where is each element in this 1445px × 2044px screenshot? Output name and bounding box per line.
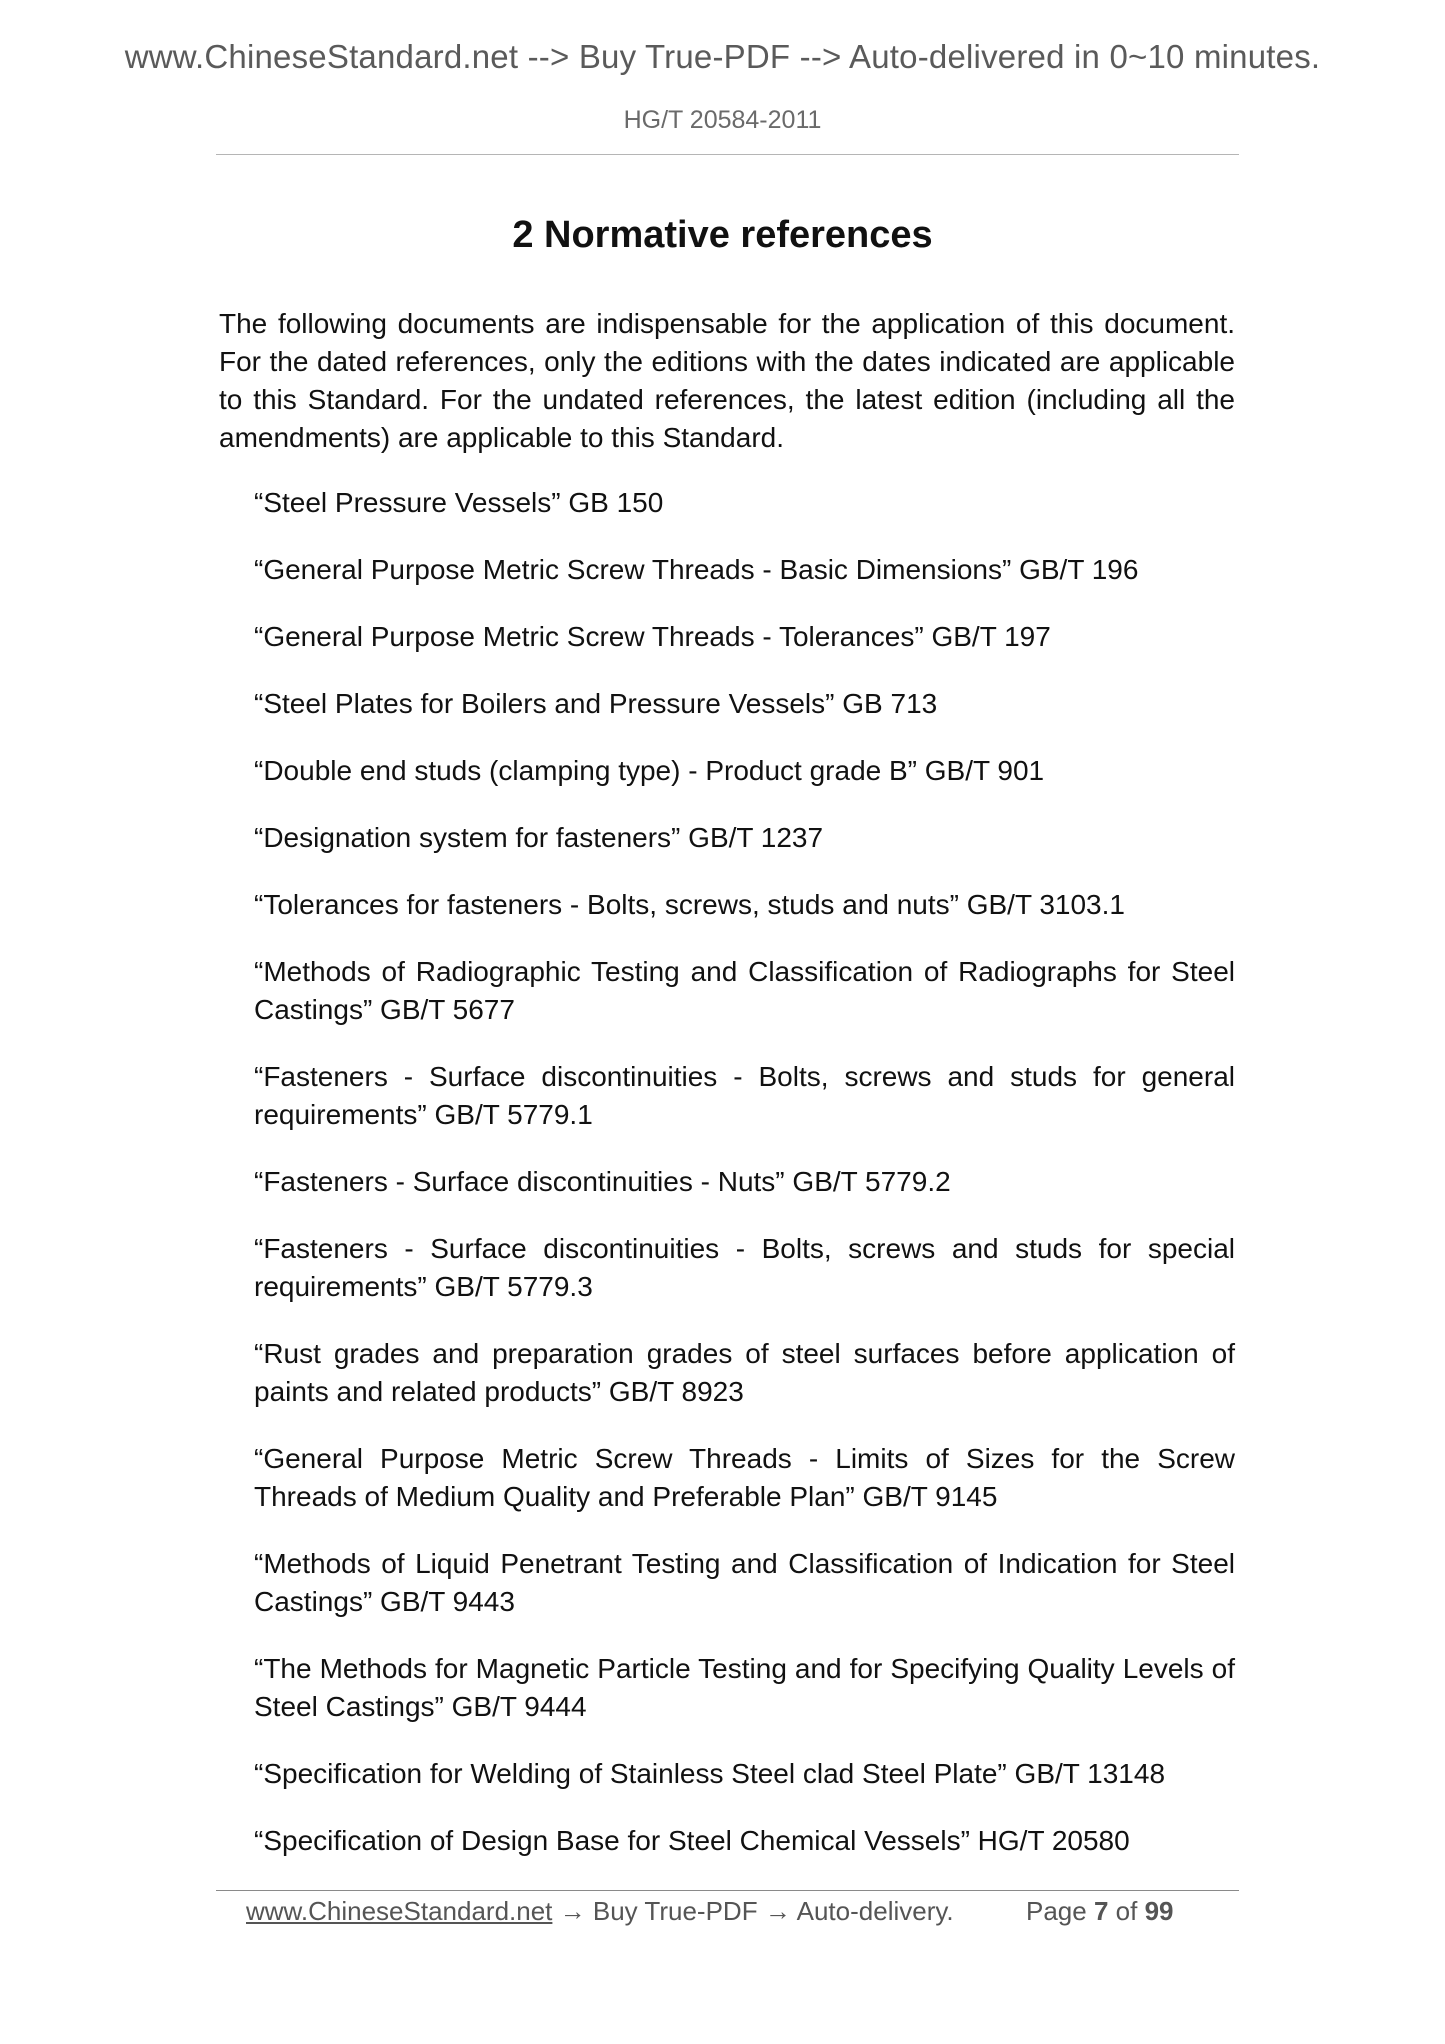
reference-item: “Rust grades and preparation grades of steel surfaces before application of paints and related products” GB/T 8923 — [254, 1338, 1235, 1407]
reference-item: “Methods of Liquid Penetrant Testing and Classification of Indication for Steel Castings” GB/T 9443 — [254, 1548, 1235, 1617]
reference-item: “General Purpose Metric Screw Threads - Tolerances” GB/T 197 — [254, 621, 1051, 652]
page-number — [1026, 1896, 1174, 1927]
intro-paragraph: The following documents are indispensable for the application of this document. For the dated references, only the editions with the dates indicated are applicable to this Standard. For the undated references, the latest edition (including all the amendments) are applicable to this Standard. — [219, 308, 1235, 453]
reference-item: “Designation system for fasteners” GB/T 1237 — [254, 822, 824, 853]
arrow-right-icon: → — [559, 1896, 586, 1926]
reference-item: “The Methods for Magnetic Particle Testing and for Specifying Quality Levels of Steel Castings” GB/T 9444 — [254, 1653, 1235, 1722]
reference-item: “Specification for Welding of Stainless Steel clad Steel Plate” GB/T 13148 — [254, 1758, 1166, 1789]
reference-item: “Specification of Design Base for Steel Chemical Vessels” HG/T 20580 — [254, 1825, 1130, 1856]
document-id: HG/T 20584-2011 — [623, 106, 822, 134]
reference-item: “Fasteners - Surface discontinuities - Bolts, screws and studs for general requirements” GB/T 5779.1 — [254, 1061, 1235, 1130]
footer-buy-text: Buy True-PDF — [592, 1896, 758, 1926]
site-banner: www.ChineseStandard.net --> Buy True-PDF --> Auto-delivered in 0~10 minutes. — [124, 38, 1321, 75]
reference-list — [254, 484, 1235, 1889]
current-page: 7 — [1093, 1896, 1109, 1926]
page-footer — [246, 1896, 1206, 1927]
page-label: Page — [1026, 1896, 1087, 1926]
reference-item: “Steel Pressure Vessels” GB 150 — [254, 487, 664, 518]
header-divider — [216, 154, 1239, 155]
reference-item: “General Purpose Metric Screw Threads - Basic Dimensions” GB/T 196 — [254, 554, 1139, 585]
footer-divider — [216, 1890, 1239, 1891]
reference-item: “General Purpose Metric Screw Threads - Limits of Sizes for the Screw Threads of Medium Quality and Preferable Plan” GB/T 9145 — [254, 1443, 1235, 1512]
of-label: of — [1115, 1896, 1138, 1926]
section-title: 2 Normative references — [512, 214, 933, 256]
reference-item: “Fasteners - Surface discontinuities - Bolts, screws and studs for special requirements” GB/T 5779.3 — [254, 1233, 1235, 1302]
reference-item: “Tolerances for fasteners - Bolts, screws, studs and nuts” GB/T 3103.1 — [254, 889, 1125, 920]
total-pages: 99 — [1144, 1896, 1174, 1926]
reference-item: “Double end studs (clamping type) - Product grade B” GB/T 901 — [254, 755, 1045, 786]
footer-auto-text: Auto-delivery. — [796, 1896, 954, 1926]
reference-item: “Fasteners - Surface discontinuities - Nuts” GB/T 5779.2 — [254, 1166, 951, 1197]
reference-item: “Steel Plates for Boilers and Pressure Vessels” GB 713 — [254, 688, 938, 719]
arrow-right-icon: → — [764, 1896, 791, 1926]
reference-item: “Methods of Radiographic Testing and Classification of Radiographs for Steel Castings” GB/T 5677 — [254, 956, 1235, 1025]
site-link[interactable]: www.ChineseStandard.net — [246, 1896, 553, 1926]
